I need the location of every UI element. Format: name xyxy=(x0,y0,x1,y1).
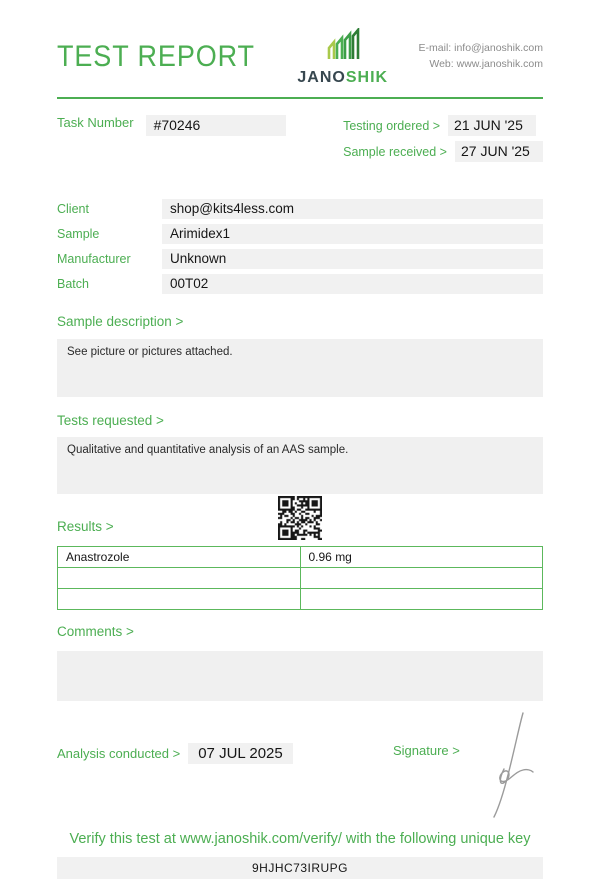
results-section xyxy=(57,504,543,610)
sample-description-body: See picture or pictures attached. xyxy=(57,339,543,397)
testing-ordered-row xyxy=(343,115,543,136)
result-amount: 0.96 mg xyxy=(300,547,543,568)
meta-section xyxy=(57,115,543,167)
info-row-manufacturer xyxy=(57,249,543,269)
footer-row xyxy=(57,743,543,767)
table-row xyxy=(58,547,543,568)
brand-name-right: SHIK xyxy=(345,68,389,86)
contact-web: Web: www.janoshik.com xyxy=(429,58,543,70)
sample-info-section xyxy=(57,199,543,294)
table-row xyxy=(58,568,543,589)
signature-label: Signature > xyxy=(393,743,460,758)
info-row-client xyxy=(57,199,543,219)
header-divider xyxy=(57,97,543,99)
signature-block xyxy=(393,743,543,758)
task-number-value: #70246 xyxy=(146,115,286,136)
sample-description-heading: Sample description > xyxy=(57,314,184,329)
task-number-label: Task Number xyxy=(57,115,134,130)
analysis-conducted-date: 07 JUL 2025 xyxy=(188,743,293,764)
testing-ordered-value: 21 JUN '25 xyxy=(448,115,536,136)
tests-requested-heading: Tests requested > xyxy=(57,413,164,428)
unique-key: 9HJHC73IRUPG xyxy=(57,857,543,879)
comments-body xyxy=(57,651,543,701)
sample-received-value: 27 JUN '25 xyxy=(455,141,543,162)
analysis-conducted-label: Analysis conducted > xyxy=(57,746,181,761)
result-amount xyxy=(300,589,543,610)
batch-label: Batch xyxy=(57,277,89,291)
sample-received-label: Sample received > xyxy=(343,144,447,159)
client-label: Client xyxy=(57,202,89,216)
result-substance: Anastrozole xyxy=(58,547,301,568)
analysis-conducted-row xyxy=(57,743,293,764)
results-heading: Results > xyxy=(57,519,114,534)
handwritten-signature xyxy=(471,709,535,826)
sample-received-row xyxy=(343,141,543,162)
task-number-row xyxy=(57,115,286,167)
client-value: shop@kits4less.com xyxy=(162,199,543,219)
table-row xyxy=(58,589,543,610)
testing-ordered-label: Testing ordered > xyxy=(343,118,441,133)
comments-heading: Comments > xyxy=(57,624,134,639)
sample-label: Sample xyxy=(57,227,100,241)
brand-logo xyxy=(297,28,388,87)
contact-info xyxy=(419,41,543,73)
brand-name-left: JANO xyxy=(297,68,346,86)
report-header xyxy=(57,24,543,90)
brand-name xyxy=(297,69,388,87)
dates-block xyxy=(343,115,543,167)
page-title: TEST REPORT xyxy=(57,40,255,73)
bar-chart-growth-icon xyxy=(322,28,364,67)
sample-value: Arimidex1 xyxy=(162,224,543,244)
manufacturer-label: Manufacturer xyxy=(57,252,131,266)
qr-code xyxy=(278,496,322,540)
result-amount xyxy=(300,568,543,589)
batch-value: 00T02 xyxy=(162,274,543,294)
contact-email: E-mail: info@janoshik.com xyxy=(418,42,543,55)
result-substance xyxy=(58,589,301,610)
info-row-batch xyxy=(57,274,543,294)
info-row-sample xyxy=(57,224,543,244)
results-table xyxy=(57,546,543,610)
manufacturer-value: Unknown xyxy=(162,249,543,269)
tests-requested-body: Qualitative and quantitative analysis of an AAS sample. xyxy=(57,437,543,494)
result-substance xyxy=(58,568,301,589)
verify-text: Verify this test at www.janoshik.com/verify/ with the following unique key xyxy=(69,831,531,847)
